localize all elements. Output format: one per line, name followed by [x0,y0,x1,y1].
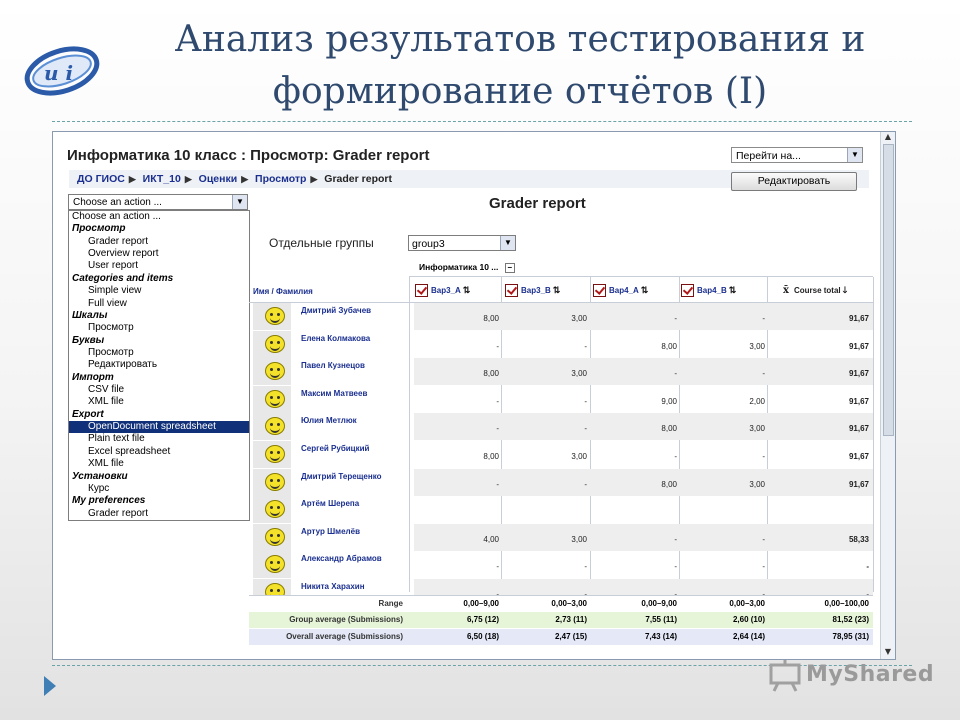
scroll-up-icon[interactable]: ▲ [884,132,892,141]
table-row [249,303,873,330]
student-name-link[interactable]: Артур Шмелёв [301,526,360,536]
course-total-cell: 91,67 [848,396,869,406]
action-menu-option[interactable]: Просмотр [88,346,134,358]
breadcrumb-current: Grader report [324,173,392,185]
groups-select[interactable] [408,235,516,251]
slide-title [110,14,930,118]
footer-value: 81,52 (23) [832,615,869,624]
grade-cell[interactable]: - [762,452,765,461]
action-menu-group: Импорт [72,371,114,383]
grade-cell[interactable]: - [496,341,499,351]
smiley-avatar-icon [265,473,285,491]
breadcrumb-sep-icon: ▶ [310,174,318,184]
avatar[interactable] [253,441,291,468]
action-menu-option[interactable]: Редактировать [88,359,158,371]
grade-item-header[interactable] [505,281,560,299]
student-name-link[interactable]: Александр Абрамов [301,554,382,564]
row-cells [414,469,873,496]
student-name-link[interactable]: Павел Кузнецов [301,361,365,371]
grade-item-header[interactable] [415,281,470,299]
grade-item-label: Вар3_А [431,286,461,295]
footer-value: 2,60 (10) [732,615,765,624]
course-total-cell: - [866,562,869,572]
grade-cell[interactable]: - [584,424,587,434]
table-row [249,496,873,523]
action-menu-option[interactable]: Просмотр [88,322,134,334]
slide-title-line1: Анализ результатов тестирования и [174,19,866,60]
column-divider [873,277,874,592]
grade-cell[interactable]: - [674,369,677,379]
action-menu-group: Export [72,408,104,420]
avatar[interactable] [253,358,291,385]
mean-icon: x̄ [783,285,789,296]
grade-cell[interactable]: 3,00 [571,534,587,544]
grade-cell[interactable]: - [496,424,499,434]
sort-down-icon[interactable]: 🡓 [842,285,848,295]
grade-cell[interactable]: - [584,479,587,489]
smiley-avatar-icon [265,417,285,435]
table-row [249,386,873,413]
avatar[interactable] [253,386,291,413]
action-menu-option[interactable]: XML file [88,458,124,470]
grade-cell[interactable]: 3,00 [749,424,765,434]
table-row [249,524,873,551]
action-menu-option[interactable]: Курс [88,482,110,494]
grade-cell[interactable]: - [674,534,677,544]
course-total-header[interactable] [783,281,847,299]
student-name-link[interactable]: Дмитрий Терещенко [301,471,382,481]
grade-cell[interactable]: 4,00 [483,534,499,544]
goto-select-value: Перейти на... [736,150,801,162]
grade-cell[interactable]: - [674,314,677,323]
grade-cell[interactable]: 8,00 [483,369,499,379]
course-total-cell: 91,67 [848,452,869,461]
action-menu-group: Буквы [72,334,105,346]
watermark [768,656,935,696]
footer-value: 78,95 (31) [832,632,869,641]
course-total-cell: 91,67 [848,424,869,434]
action-menu-option[interactable]: XML file [88,396,124,408]
course-total-cell: 91,67 [848,369,869,379]
watermark-text: MyShared [806,662,935,687]
course-total-cell: 91,67 [848,479,869,489]
smiley-avatar-icon [265,528,285,546]
breadcrumb-item[interactable]: ДО ГИОС [77,173,125,185]
grade-cell[interactable]: - [762,369,765,379]
smiley-avatar-icon [265,555,285,573]
grader-table [249,258,873,642]
footer-value: 0,00–9,00 [463,599,499,608]
grade-item-label: Вар4_А [609,286,639,295]
footer-row-overall [249,629,873,645]
grade-cell[interactable]: 8,00 [661,424,677,434]
grade-cell[interactable]: - [674,452,677,461]
grade-cell[interactable]: 8,00 [483,452,499,461]
action-menu-group: Просмотр [72,223,126,235]
student-name-link[interactable]: Максим Матвеев [301,388,368,398]
breadcrumb-item[interactable]: ИКТ_10 [142,173,181,185]
breadcrumb-sep-icon: ▶ [128,174,136,184]
footer-value: 2,73 (11) [555,615,587,624]
report-title: Grader report [489,195,586,212]
action-menu-option[interactable]: CSV file [88,384,125,396]
footer-value: 2,64 (14) [732,632,765,641]
chevron-down-icon: ▼ [500,236,515,250]
smiley-avatar-icon [265,307,285,325]
grade-cell[interactable]: - [762,314,765,323]
grade-item-icon [505,284,518,297]
table-row [249,441,873,468]
footer-value: 2,47 (15) [554,632,587,641]
action-menu-group: My preferences [72,495,146,507]
action-menu-option[interactable]: Choose an action ... [72,211,161,222]
course-total-label: Course total [793,286,841,295]
grade-cell[interactable]: 8,00 [661,341,677,351]
grade-cell[interactable]: - [496,479,499,489]
grade-cell[interactable]: - [496,396,499,406]
category-header [409,258,873,277]
action-menu-option[interactable]: User report [88,260,139,272]
grade-cell[interactable]: - [762,534,765,544]
footer-value: 0,00–100,00 [824,599,869,608]
course-total-cell: 58,33 [848,534,869,544]
smiley-avatar-icon [265,362,285,380]
grade-cell[interactable]: 3,00 [571,314,587,323]
table-row [249,469,873,496]
avatar[interactable] [253,303,291,330]
table-row [249,331,873,358]
smiley-avatar-icon [265,390,285,408]
grade-cell[interactable]: 3,00 [749,479,765,489]
groups-select-value: group3 [412,238,445,250]
grade-cell[interactable]: 2,00 [749,396,765,406]
action-menu-option[interactable]: Overview report [88,248,159,260]
next-slide-arrow-icon[interactable] [44,676,56,696]
action-menu-option[interactable]: OpenDocument spreadsheet [69,421,249,433]
footer-value: 7,43 (14) [644,632,677,641]
grade-item-icon [593,284,606,297]
grade-cell[interactable]: - [496,562,499,572]
grade-cell[interactable]: 3,00 [571,452,587,461]
action-menu-option[interactable]: Full view [88,297,127,309]
grade-item-icon [681,284,694,297]
sort-arrows-icon[interactable]: ⇅ [728,285,737,295]
action-menu-option[interactable]: Grader report [88,235,149,247]
grade-cell[interactable]: - [584,396,587,406]
breadcrumb-sep-icon: ▶ [184,174,192,184]
footer-value: 0,00–3,00 [729,599,765,608]
scroll-down-icon[interactable]: ▼ [884,647,892,656]
goto-select[interactable] [731,147,863,163]
footer-row-range [249,595,873,612]
grade-cell[interactable]: - [762,562,765,572]
grade-cell[interactable]: - [674,562,677,572]
smiley-avatar-icon [265,335,285,353]
student-name-link[interactable]: Сергей Рубицкий [301,444,370,453]
footer-value: 7,55 (11) [645,615,677,624]
sort-arrows-icon[interactable]: ⇅ [462,285,471,295]
action-menu-group: Шкалы [72,309,108,321]
avatar[interactable] [253,496,291,523]
grade-cell[interactable]: 3,00 [749,341,765,351]
row-cells [414,331,873,358]
footer-label: Overall average (Submissions) [286,632,403,641]
grader-report-screenshot [52,131,896,660]
action-menu-option[interactable]: Excel spreadsheet [88,445,171,457]
avatar[interactable] [253,331,291,358]
category-label: Информатика 10 ... [419,262,499,272]
grade-item-label: Вар3_В [521,286,551,295]
name-column-header[interactable]: Имя / Фамилия [253,287,313,296]
top-divider [52,121,912,122]
vertical-scrollbar[interactable] [880,132,895,659]
grade-cell[interactable]: 8,00 [483,314,499,323]
action-menu-group: Categories and items [72,272,174,284]
row-cells [414,386,873,413]
grade-cell[interactable]: 9,00 [661,396,677,406]
footer-value: 6,50 (18) [466,632,499,641]
slide-title-line2: формирование отчётов (I) [272,71,768,112]
grade-cell[interactable]: 3,00 [571,369,587,379]
row-cells [414,496,873,523]
sort-arrows-icon[interactable]: ⇅ [552,285,561,295]
smiley-avatar-icon [265,445,285,463]
student-name-link[interactable]: Юлия Метлюк [301,416,357,426]
student-name-link[interactable]: Дмитрий Зубачев [301,306,372,315]
chevron-down-icon: ▼ [232,195,247,209]
grade-item-label: Вар4_В [697,286,727,295]
sort-arrows-icon[interactable]: ⇅ [640,285,649,295]
action-select[interactable] [68,194,248,210]
action-select-value: Choose an action ... [73,197,162,208]
grade-item-header[interactable] [593,281,648,299]
grade-item-header[interactable] [681,281,736,299]
action-dropdown-list [68,210,250,521]
course-total-cell: 91,67 [848,314,869,323]
footer-label: Group average (Submissions) [289,615,403,624]
logo-icon [22,44,102,98]
grade-cell[interactable]: 8,00 [661,479,677,489]
table-row [249,413,873,440]
grade-cell[interactable]: - [584,562,587,572]
table-row [249,358,873,385]
avatar[interactable] [253,469,291,496]
course-total-cell: 91,67 [848,341,869,351]
student-name-link[interactable]: Никита Харахин [301,582,365,591]
avatar[interactable] [253,413,291,440]
action-menu-option[interactable]: Simple view [88,285,142,297]
page-heading: Информатика 10 класс : Просмотр: Grader report [67,147,430,164]
action-menu-option[interactable]: Grader report [88,507,149,519]
edit-button[interactable]: Редактировать [731,172,857,191]
avatar[interactable] [253,524,291,551]
avatar[interactable] [253,551,291,578]
student-name-link[interactable]: Елена Колмакова [301,333,371,343]
footer-row-group [249,612,873,628]
footer-value: 0,00–9,00 [641,599,677,608]
chevron-down-icon: ▼ [847,148,862,162]
scroll-thumb[interactable] [883,144,894,436]
footer-value: 0,00–3,00 [551,599,587,608]
smiley-avatar-icon [265,500,285,518]
svg-text:u i: u i [44,61,74,85]
row-cells [414,413,873,440]
grade-cell[interactable]: - [584,341,587,351]
collapse-icon[interactable]: − [505,263,515,273]
breadcrumb-item[interactable]: Оценки [198,173,238,185]
presentation-board-icon [768,658,802,692]
breadcrumb-sep-icon: ▶ [241,174,249,184]
breadcrumb-item[interactable]: Просмотр [255,173,307,185]
action-menu-group: Установки [72,470,128,482]
table-row [249,551,873,578]
column-header-row [249,277,873,303]
footer-value: 6,75 (12) [466,615,499,624]
groups-label: Отдельные группы [269,236,374,250]
grade-item-icon [415,284,428,297]
action-menu-option[interactable]: Plain text file [88,433,145,445]
row-cells [414,551,873,578]
footer-label: Range [378,599,403,608]
student-name-link[interactable]: Артём Шерепа [301,499,360,509]
